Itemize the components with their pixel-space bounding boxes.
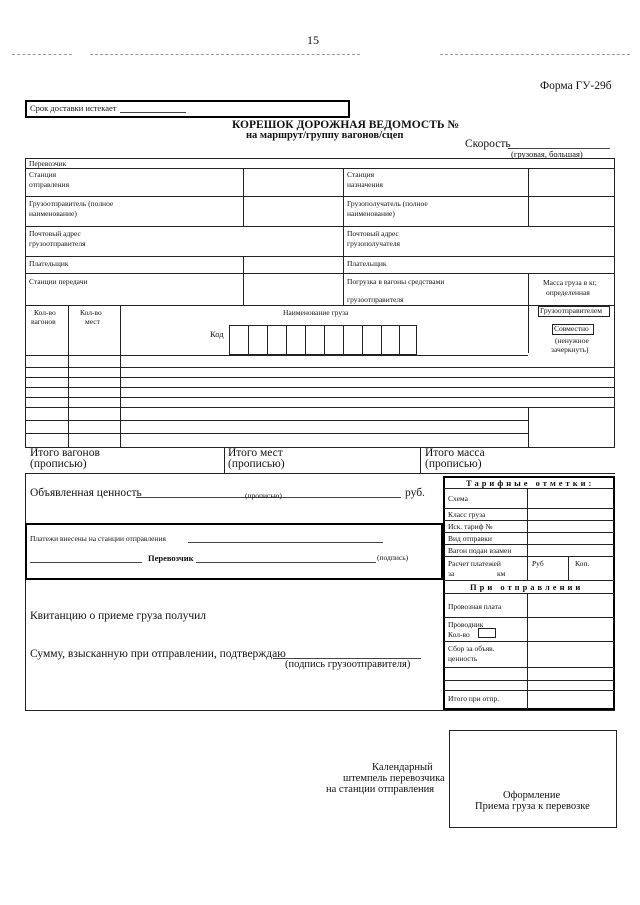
stamp-label-2: штемпель перевозчика (343, 773, 445, 784)
total-places-label-2: (прописью) (228, 458, 285, 470)
mass-label-1: Масса груза в кг, (543, 278, 597, 287)
places-count-label-1: Кол-во (80, 308, 102, 317)
station-to-label-2: назначения (347, 180, 383, 189)
mass-label-2: определенная (546, 288, 590, 297)
declared-value-currency: руб. (405, 487, 425, 499)
payments-station-label: Платежи внесены на станции отправления (30, 534, 166, 543)
payments-station-line[interactable] (188, 542, 383, 543)
delivery-deadline-line[interactable] (120, 112, 186, 113)
shipper-label-2: наименование) (29, 209, 77, 218)
wagons-count-label-1: Кол-во (34, 308, 56, 317)
station-to-label-1: Станция (347, 170, 375, 179)
delivery-deadline-label: Срок доставки истекает (30, 103, 117, 113)
tariff-calc-label-1: Расчет платежей (448, 559, 501, 568)
tariff-rub-label: Руб (532, 559, 544, 568)
tariff-calc-label-2: за (448, 569, 455, 578)
total-mass-label-1: Итого масса (425, 447, 485, 459)
fee-label-1: Сбор за объяв. (448, 644, 495, 653)
declared-value-label: Объявленная ценность (30, 487, 142, 499)
document-title: КОРЕШОК ДОРОЖНАЯ ВЕДОМОСТЬ № (232, 119, 459, 131)
main-table (25, 158, 615, 448)
receipt-signature-label: (подпись грузоотправителя) (285, 659, 411, 670)
mass-by-shipper-label[interactable]: Грузоотправителем (540, 306, 602, 315)
shipper-label-1: Грузоотправитель (полное (29, 199, 114, 208)
loading-label-1: Погрузка в вагоны средствами (347, 277, 445, 286)
code-label: Код (210, 329, 224, 339)
speed-label: Скорость (465, 138, 511, 150)
total-departure-label: Итого при отпр. (448, 694, 500, 703)
payments-box (25, 523, 443, 580)
top-rule-2 (90, 54, 360, 55)
departure-header: При отправлении (470, 582, 584, 592)
freight-label: Провозная плата (448, 602, 502, 611)
mass-jointly-label[interactable]: Совместно (554, 324, 589, 333)
payments-signature-label: (подпись) (377, 553, 409, 562)
tariff-header: Тарифные отметки: (466, 478, 595, 488)
fee-label-2: ценность (448, 654, 478, 663)
payments-carrier-line[interactable] (196, 562, 376, 563)
transfer-stations-label: Станции передачи (29, 277, 88, 286)
tariff-cargo-class-label: Класс груза (448, 510, 486, 519)
payer-left-label: Плательщик (29, 259, 69, 268)
conductor-label-2: Кол-во (448, 630, 470, 639)
registration-box (449, 730, 617, 828)
consignee-label-1: Грузополучатель (полное (347, 199, 428, 208)
loading-label-2: грузоотправителя (347, 295, 404, 304)
shipper-address-label-1: Почтовый адрес (29, 229, 81, 238)
speed-hint: (грузовая, большая) (511, 149, 583, 159)
tariff-scheme-label: Схема (448, 494, 468, 503)
consignee-address-label-1: Почтовый адрес (347, 229, 399, 238)
tariff-wagon-replaced-label: Вагон подан взамен (448, 546, 512, 555)
stamp-label-3: на станции отправления (326, 784, 435, 795)
cargo-name-label: Наименование груза (283, 308, 349, 317)
wagons-count-label-2: вагонов (31, 317, 56, 326)
tariff-km-label: км (497, 569, 506, 578)
mass-note-2: зачеркнуть) (551, 345, 589, 354)
station-from-label-1: Станция (29, 170, 57, 179)
conductor-label-1: Проводник (448, 620, 484, 629)
registration-label-2: Приема груза к перевозке (475, 801, 590, 812)
payments-left-line[interactable] (30, 562, 142, 563)
declared-value-hint: (прописью) (245, 491, 282, 500)
document-subtitle: на маршрут/группу вагонов/сцеп (246, 130, 404, 141)
top-rule-3 (440, 54, 630, 55)
total-places-label-1: Итого мест (228, 447, 283, 459)
top-rule-1 (12, 54, 72, 55)
cargo-code-cells[interactable] (229, 325, 417, 355)
payer-right-label: Плательщик (347, 259, 387, 268)
station-from-label-2: отправления (29, 180, 70, 189)
consignee-address-label-2: грузополучателя (347, 239, 401, 248)
mass-note-1: (ненужное (555, 336, 589, 345)
stamp-label-1: Календарный (372, 762, 433, 773)
receipt-confirm-label: Сумму, взысканную при отправлении, подтверждаю (30, 648, 286, 660)
total-mass-label-2: (прописью) (425, 458, 482, 470)
carrier-label: Перевозчик (29, 159, 67, 168)
consignee-label-2: наименование) (347, 209, 395, 218)
total-wagons-label-2: (прописью) (30, 458, 87, 470)
tariff-shipment-type-label: Вид отправки (448, 534, 492, 543)
payments-carrier-label: Перевозчик (148, 553, 194, 563)
tariff-kop-label: Коп. (575, 559, 590, 568)
page-number: 15 (307, 33, 319, 47)
registration-label-1: Оформление (503, 790, 561, 801)
shipper-address-label-2: грузоотправителя (29, 239, 86, 248)
form-code: Форма ГУ-29б (540, 80, 612, 92)
conductor-count-box[interactable] (478, 628, 496, 638)
total-wagons-label-1: Итого вагонов (30, 447, 100, 459)
receipt-received-label: Квитанцию о приеме груза получил (30, 610, 207, 622)
tariff-number-label: Иск. тариф № (448, 522, 493, 531)
places-count-label-2: мест (85, 317, 100, 326)
